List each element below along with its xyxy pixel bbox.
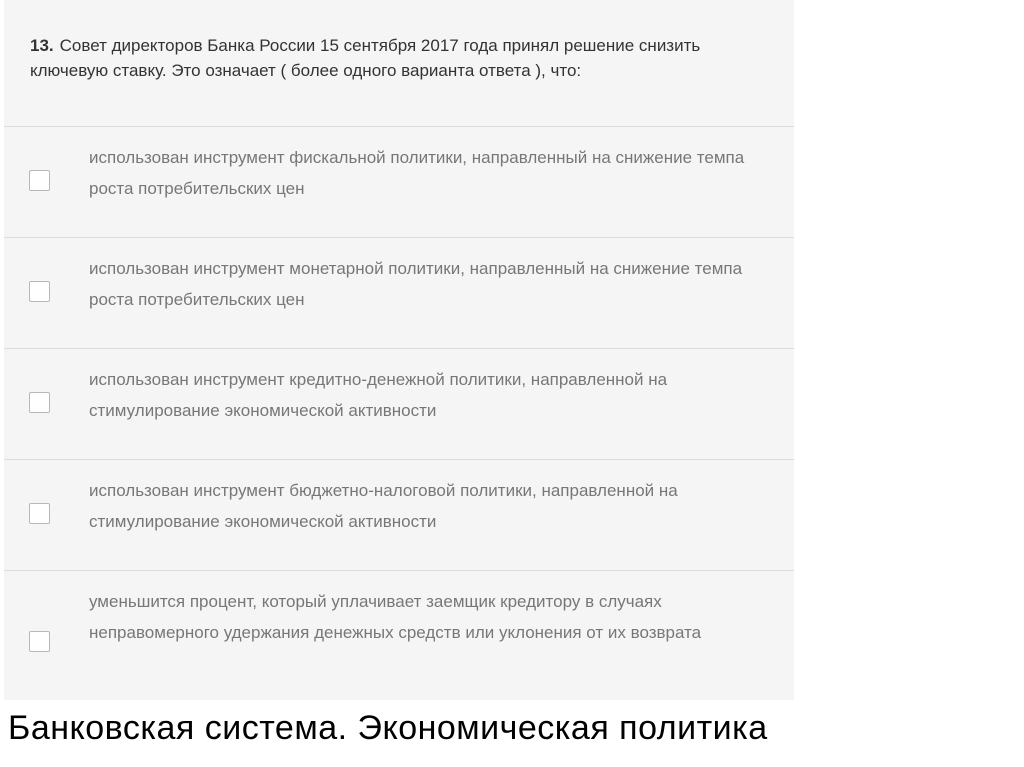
- option-checkbox[interactable]: [29, 503, 50, 524]
- answer-option-4[interactable]: [4, 460, 794, 571]
- option-label: уменьшится процент, который уплачивает заемщик кредитору в случаях неправомерного удержания денежных средств или уклонения от их возврата: [89, 592, 702, 642]
- option-checkbox[interactable]: [29, 281, 50, 302]
- option-label: использован инструмент бюджетно-налоговой политики, направленной на стимулирование экономической активности: [89, 481, 678, 531]
- quiz-panel: [4, 0, 794, 700]
- option-checkbox[interactable]: [29, 392, 50, 413]
- option-label: использован инструмент фискальной политики, направленный на снижение темпа роста потребительских цен: [89, 148, 745, 198]
- slide-title: Банковская система. Экономическая политика: [8, 709, 768, 747]
- question-number: 13.: [30, 36, 54, 55]
- option-label: использован инструмент кредитно-денежной политики, направленной на стимулирование экономической активности: [89, 370, 668, 420]
- answer-option-5[interactable]: [4, 571, 794, 700]
- option-checkbox[interactable]: [29, 170, 50, 191]
- question-text-block: [30, 33, 770, 83]
- question-text: Совет директоров Банка России 15 сентября 2017 года принял решение снизить ключевую ставку. Это означает ( более одного варианта ответа ), что:: [30, 36, 701, 80]
- answer-option-3[interactable]: [4, 349, 794, 460]
- option-checkbox[interactable]: [29, 631, 50, 652]
- answer-option-2[interactable]: [4, 238, 794, 349]
- question-header: [4, 0, 794, 127]
- option-label: использован инструмент монетарной политики, направленный на снижение темпа роста потребительских цен: [89, 259, 743, 309]
- answer-option-1[interactable]: [4, 127, 794, 238]
